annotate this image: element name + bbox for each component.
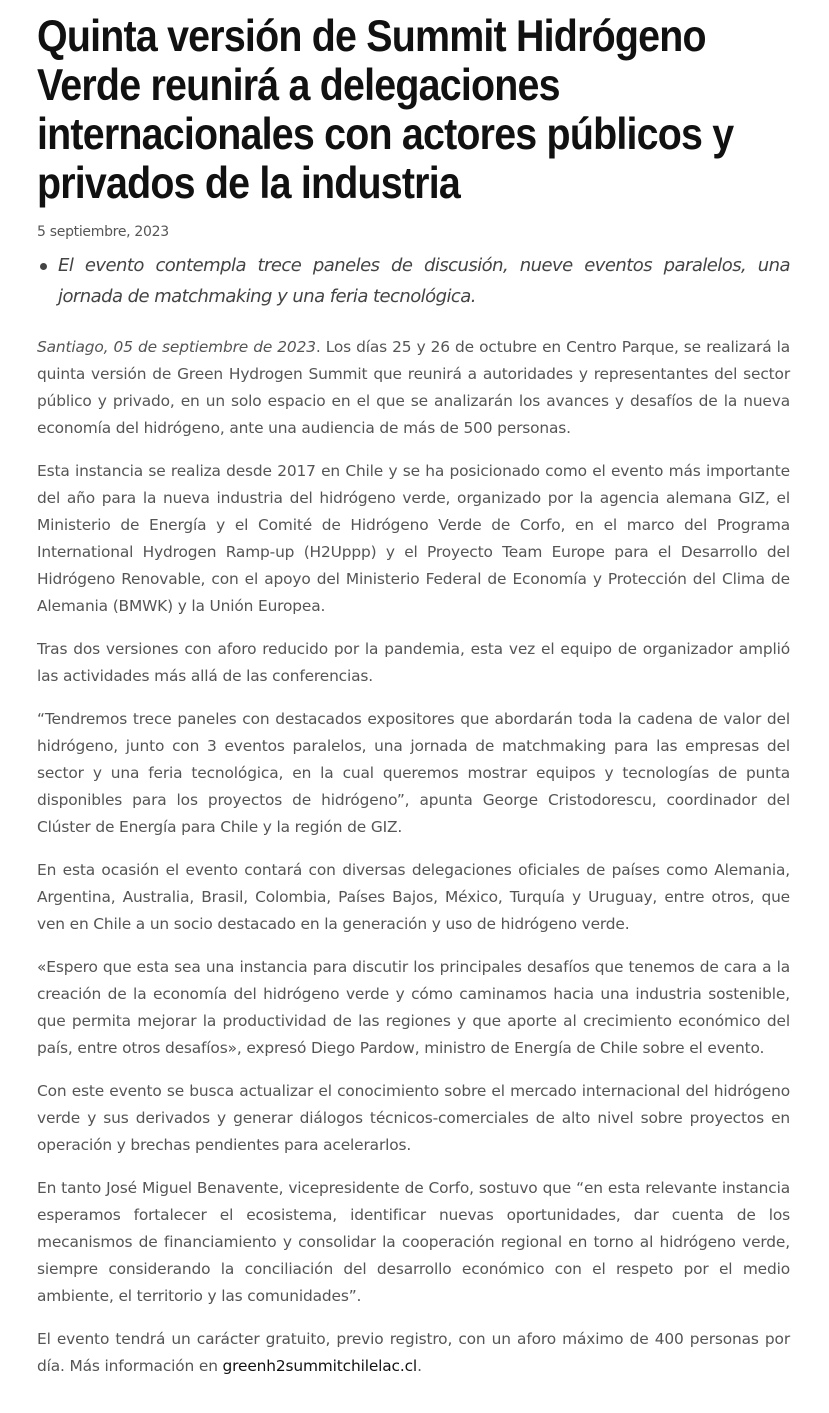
- paragraph-3: Tras dos versiones con aforo reducido por la pandemia, esta vez el equipo de organizador amplió las actividades más allá de las conferencias.: [37, 640, 790, 685]
- article: [37, 12, 790, 1396]
- paragraph-1: [37, 334, 790, 442]
- paragraph-5: En esta ocasión el evento contará con diversas delegaciones oficiales de países como Alemania, Argentina, Australia, Brasil, Colombia, Países Bajos, México, Turquía y Uruguay, entre otros, que ven en Chile a un socio destacado en la generación y uso de hidrógeno verde.: [37, 861, 790, 933]
- highlight-text: El evento contempla trece paneles de discusión, nueve eventos paralelos, una jornada de matchmaking y una feria tecnológica.: [58, 255, 790, 307]
- paragraph-9-text: El evento tendrá un carácter gratuito, previo registro, con un aforo máximo de 400 personas por día. Más información en: [37, 1330, 790, 1375]
- article-body: [37, 334, 790, 1380]
- event-website-link[interactable]: greenh2summitchilelac.cl: [222, 1357, 418, 1375]
- dateline: Santiago, 05 de septiembre de 2023: [37, 338, 316, 356]
- paragraph-9-end: .: [417, 1357, 422, 1375]
- bullet-dot-icon: [40, 263, 47, 270]
- article-title: Quinta versión de Summit Hidrógeno Verde reunirá a delegaciones internacionales con actores públicos y privados de la industria: [37, 12, 734, 208]
- paragraph-9: [37, 1326, 790, 1380]
- paragraph-1-text: . Los días 25 y 26 de octubre en Centro Parque, se realizará la quinta versión de Green Hydrogen Summit que reunirá a autoridades y representantes del sector público y privado, en un solo espacio en el que se analizarán los avances y desafíos de la nueva economía del hidrógeno, ante una audiencia de más de 500 personas.: [37, 338, 791, 437]
- paragraph-7: Con este evento se busca actualizar el conocimiento sobre el mercado internacional del hidrógeno verde y sus derivados y generar diálogos técnicos-comerciales de alto nivel sobre proyectos en operación y brechas pendientes para acelerarlos.: [37, 1082, 790, 1154]
- publish-date: 5 septiembre, 2023: [37, 224, 169, 240]
- paragraph-4: “Tendremos trece paneles con destacados expositores que abordarán toda la cadena de valor del hidrógeno, junto con 3 eventos paralelos, una jornada de matchmaking para las empresas del sector y una feria tecnológica, en la cual queremos mostrar equipos y tecnologías de punta disponibles para los proyectos de hidrógeno”, apunta George Cristodorescu, coordinador del Clúster de Energía para Chile y la región de GIZ.: [37, 710, 790, 836]
- paragraph-6: «Espero que esta sea una instancia para discutir los principales desafíos que tenemos de cara a la creación de la economía del hidrógeno verde y cómo caminamos hacia una industria sostenible, que permita mejorar la productividad de las regiones y que aporte al crecimiento económico del país, entre otros desafíos», expresó Diego Pardow, ministro de Energía de Chile sobre el evento.: [37, 958, 790, 1057]
- highlight-item: [37, 250, 790, 312]
- paragraph-2: Esta instancia se realiza desde 2017 en Chile y se ha posicionado como el evento más importante del año para la nueva industria del hidrógeno verde, organizado por la agencia alemana GIZ, el Ministerio de Energía y el Comité de Hidrógeno Verde de Corfo, en el marco del Programa International Hydrogen Ramp-up (H2Uppp) y el Proyecto Team Europe para el Desarrollo del Hidrógeno Renovable, con el apoyo del Ministerio Federal de Economía y Protección del Clima de Alemania (BMWK) y la Unión Europea.: [37, 462, 790, 615]
- highlights-list: [37, 250, 790, 312]
- paragraph-8: En tanto José Miguel Benavente, vicepresidente de Corfo, sostuvo que “en esta relevante instancia esperamos fortalecer el ecosistema, identificar nuevas oportunidades, dar cuenta de los mecanismos de financiamiento y consolidar la cooperación regional en torno al hidrógeno verde, siempre considerando la conciliación del desarrollo económico con el respeto por el medio ambiente, el territorio y las comunidades”.: [37, 1179, 790, 1305]
